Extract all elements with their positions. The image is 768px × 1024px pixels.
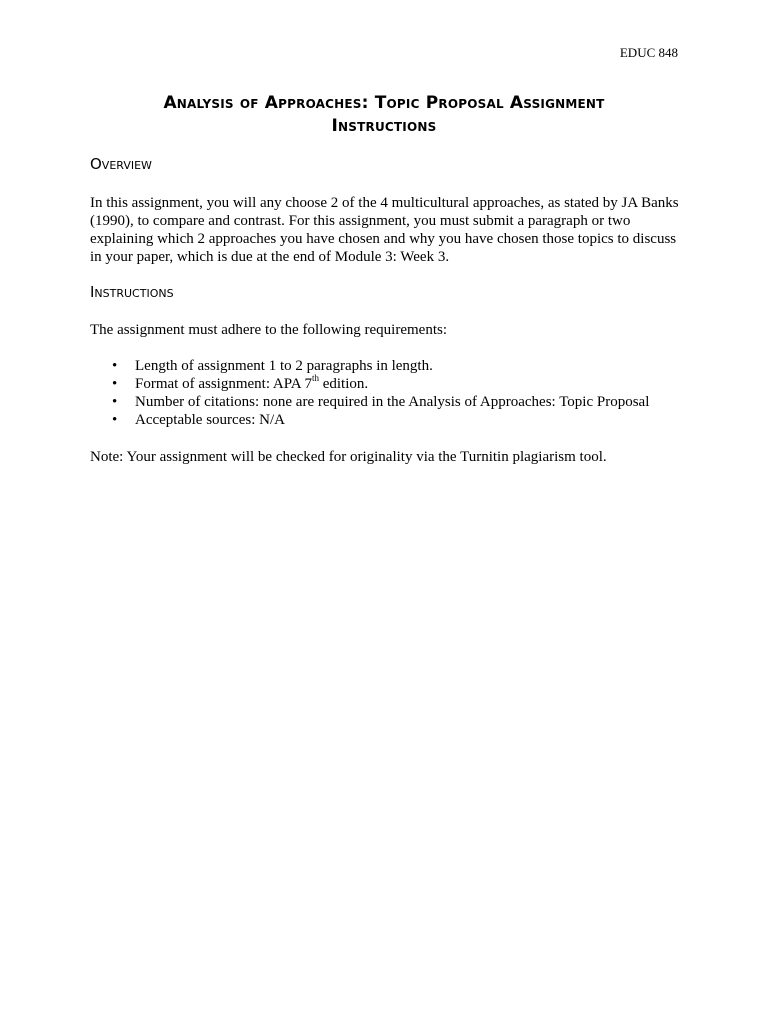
title-line-1: Analysis of Approaches: Topic Proposal Assignment <box>163 93 605 113</box>
list-item <box>90 357 680 375</box>
requirement-sources: Acceptable sources: N/A <box>135 412 285 428</box>
overview-heading: Overview <box>90 155 152 173</box>
requirements-list <box>90 357 680 429</box>
title-line-2: Instructions <box>331 116 437 136</box>
document-title <box>90 92 678 138</box>
bullet-icon: • <box>112 412 118 428</box>
requirement-length: Length of assignment 1 to 2 paragraphs in length. <box>135 358 433 374</box>
bullet-icon: • <box>112 358 118 374</box>
requirement-format <box>135 373 369 392</box>
list-item <box>90 375 680 393</box>
list-item <box>90 393 680 411</box>
instructions-heading: Instructions <box>90 283 174 301</box>
bullet-icon: • <box>112 376 118 392</box>
list-item <box>90 411 680 429</box>
requirement-format-text: Format of assignment: APA 7 <box>135 376 312 392</box>
requirement-format-suffix: edition. <box>318 376 369 392</box>
instructions-intro: The assignment must adhere to the following requirements: <box>90 322 447 338</box>
overview-paragraph: In this assignment, you will any choose 2 of the 4 multicultural approaches, as stated by JA Banks (1990), to compare and contrast. For this assignment, you must submit a paragraph or two explaining which 2 approaches you have chosen and why you have chosen those topics to discuss in your paper, which is due at the end of Module 3: Week 3. <box>90 195 679 265</box>
bullet-icon: • <box>112 394 118 410</box>
requirement-format-superscript: th <box>311 373 319 383</box>
originality-note: Note: Your assignment will be checked for originality via the Turnitin plagiarism tool. <box>90 449 607 465</box>
requirement-citations: Number of citations: none are required in the Analysis of Approaches: Topic Proposal <box>135 394 650 410</box>
course-code: EDUC 848 <box>619 45 678 60</box>
